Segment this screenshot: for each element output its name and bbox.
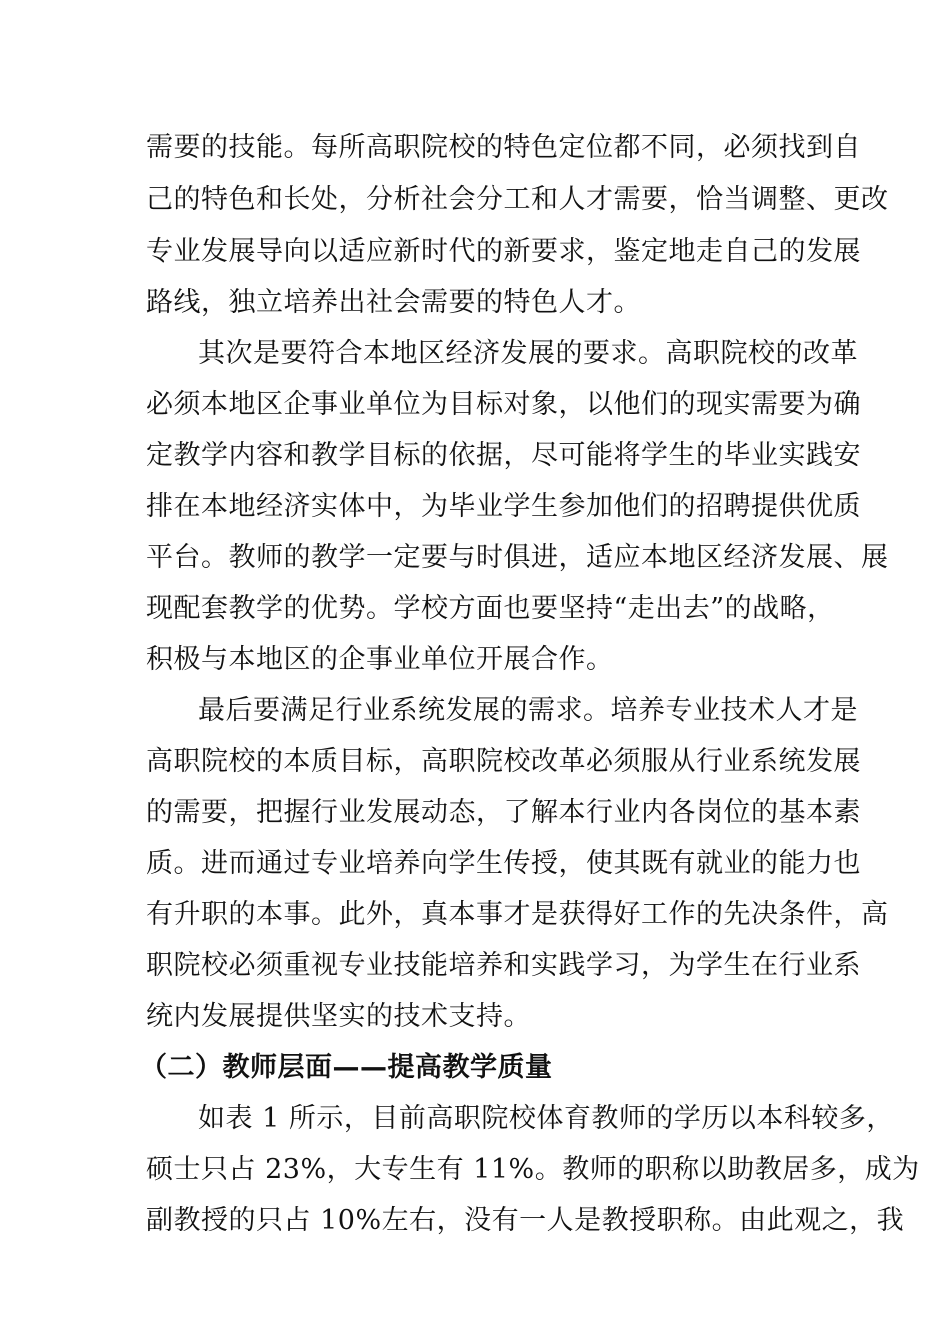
text-line: 有升职的本事。此外，真本事才是获得好工作的先决条件，高 bbox=[146, 899, 889, 930]
text-line: 职院校必须重视专业技能培养和实践学习，为学生在行业系 bbox=[146, 950, 861, 981]
text-line: 专业发展导向以适应新时代的新要求，鉴定地走自己的发展 bbox=[146, 236, 861, 267]
text-line: 现配套教学的优势。学校方面也要坚持“走出去”的战略， bbox=[146, 593, 835, 624]
text-line: 质。进而通过专业培养向学生传授，使其既有就业的能力也 bbox=[146, 848, 861, 879]
paragraph-first-line: 其次是要符合本地区经济发展的要求。高职院校的改革 bbox=[198, 338, 858, 369]
text-line: 排在本地经济实体中，为毕业学生参加他们的招聘提供优质 bbox=[146, 491, 861, 522]
text-line: 必须本地区企事业单位为目标对象，以他们的现实需要为确 bbox=[146, 389, 861, 420]
text-line: 的需要，把握行业发展动态，了解本行业内各岗位的基本素 bbox=[146, 797, 861, 828]
text-line: 积极与本地区的企事业单位开展合作。 bbox=[146, 644, 614, 675]
paragraph-first-line: 最后要满足行业系统发展的需求。培养专业技术人才是 bbox=[198, 695, 858, 726]
text-line: 平台。教师的教学一定要与时俱进，适应本地区经济发展、展 bbox=[146, 542, 889, 573]
paragraph-first-line: 如表 1 所示，目前高职院校体育教师的学历以本科较多， bbox=[198, 1103, 894, 1134]
text-line: 路线，独立培养出社会需要的特色人才。 bbox=[146, 287, 641, 318]
text-line: 高职院校的本质目标，高职院校改革必须服从行业系统发展 bbox=[146, 746, 861, 777]
text-line: 统内发展提供坚实的技术支持。 bbox=[146, 1001, 531, 1032]
text-line: 硕士只占 23%，大专生有 11%。教师的职称以助教居多，成为 bbox=[146, 1154, 920, 1185]
text-line: 需要的技能。每所高职院校的特色定位都不同，必须找到自 bbox=[146, 132, 861, 163]
section-heading: （二）教师层面——提高教学质量 bbox=[140, 1052, 553, 1083]
text-line: 副教授的只占 10%左右，没有一人是教授职称。由此观之，我 bbox=[146, 1205, 905, 1236]
text-line: 己的特色和长处，分析社会分工和人才需要，恰当调整、更改 bbox=[146, 184, 889, 215]
text-line: 定教学内容和教学目标的依据，尽可能将学生的毕业实践安 bbox=[146, 440, 861, 471]
